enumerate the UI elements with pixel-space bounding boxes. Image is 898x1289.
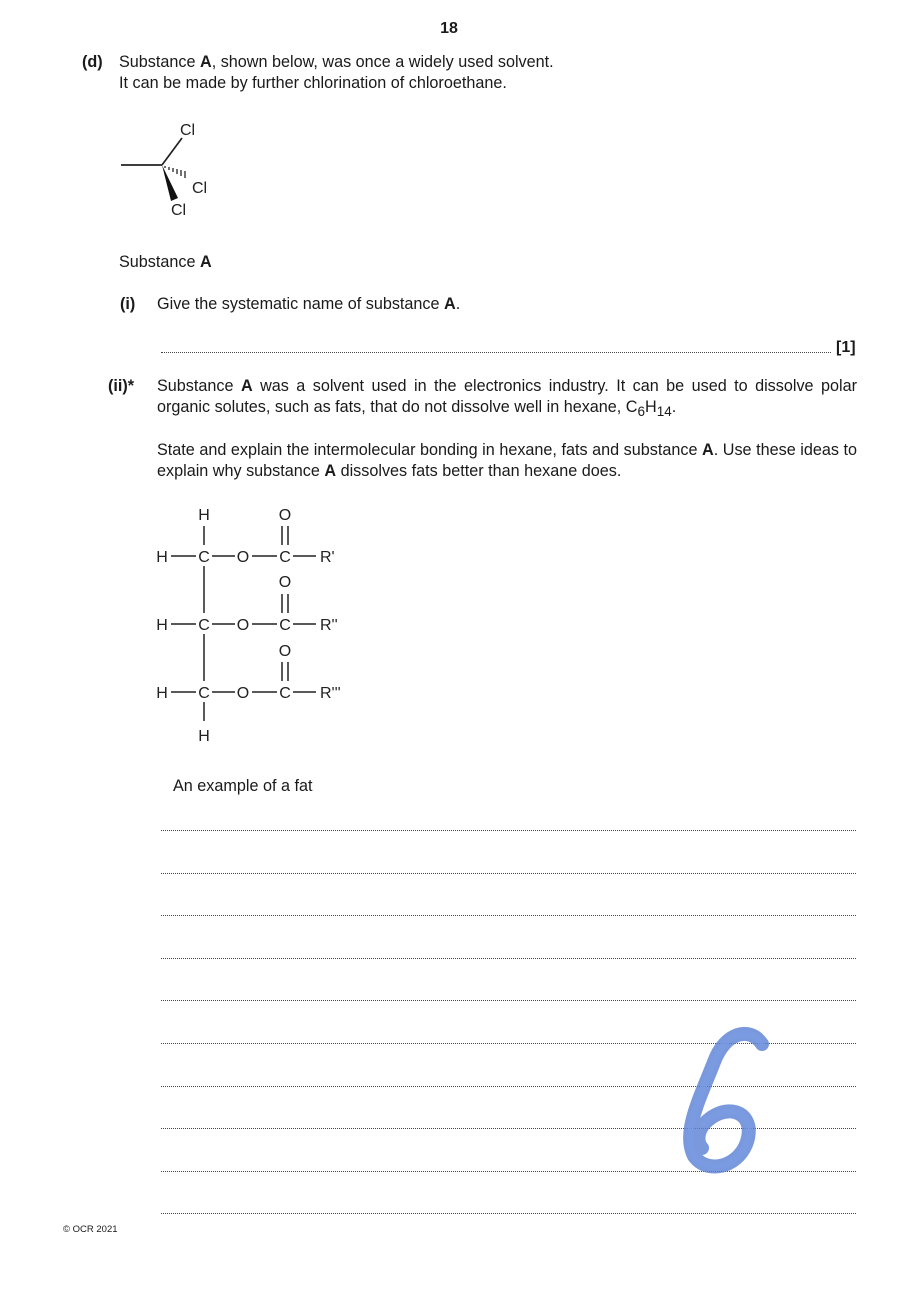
part-ii-para1: Substance A was a solvent used in the electronics industry. It can be used to dissolve polar organic solutes, such as fats, that do not dissolve well in hexane, $C_6H_{14}$.: [157, 377, 857, 420]
handwritten-mark: [670, 1020, 780, 1180]
part-ii-para2: State and explain the intermolecular bonding in hexane, fats and substance A. Use these ideas to explain why substance A dissolves fats better than hexane does.: [157, 441, 857, 480]
atom-h-row2: H: [156, 617, 168, 634]
atom-c-carbonyl-row3: C: [279, 685, 291, 702]
part-d-label: (d): [82, 53, 103, 71]
atom-c-row2: C: [198, 617, 210, 634]
part-d-line1: Substance A, shown below, was once a widely used solvent.: [119, 53, 554, 71]
answer-line-i[interactable]: [161, 352, 831, 353]
atom-cl-right: Cl: [192, 180, 208, 197]
answer-line-ii-2[interactable]: [161, 873, 856, 874]
atom-r1: R': [320, 549, 335, 566]
wedge-bond: [162, 165, 178, 201]
atom-o-row1: O: [236, 549, 250, 566]
answer-line-ii-10[interactable]: [161, 1213, 856, 1214]
atom-c-carbonyl-row2: C: [279, 617, 291, 634]
fat-structure: [150, 500, 370, 750]
substance-a-caption: Substance A: [119, 253, 212, 271]
part-ii-label: (ii)*: [108, 377, 135, 395]
marks-i: [1]: [836, 339, 856, 356]
part-d-intro: [119, 52, 859, 94]
fat-caption: An example of a fat: [173, 777, 313, 795]
atom-h-bottom: H: [198, 728, 210, 745]
answer-line-ii-4[interactable]: [161, 958, 856, 959]
atom-c-row3: C: [198, 685, 210, 702]
part-i-label: (i): [120, 295, 136, 313]
hashed-bond: [165, 166, 185, 178]
atom-h-row3: H: [156, 685, 168, 702]
part-d-line2: It can be made by further chlorination of chloroethane.: [119, 74, 507, 92]
answer-line-ii-5[interactable]: [161, 1000, 856, 1001]
bond-cl-top: [162, 138, 182, 165]
answer-line-ii-1[interactable]: [161, 830, 856, 831]
atom-o-row2: O: [236, 617, 250, 634]
atom-o-carbonyl-row2: O: [278, 574, 292, 591]
atom-o-row3: O: [236, 685, 250, 702]
part-i-question: Give the systematic name of substance A.: [157, 295, 461, 313]
atom-r3: R''': [320, 685, 341, 702]
atom-cl-top: Cl: [180, 122, 196, 139]
substance-a-structure: [110, 112, 240, 224]
atom-c-carbonyl-row1: C: [279, 549, 291, 566]
atom-h-row1: H: [156, 549, 168, 566]
atom-o-carbonyl-row1: O: [278, 507, 292, 524]
atom-cl-bottom: Cl: [171, 202, 187, 219]
atom-r2: R'': [320, 617, 338, 634]
footer-copyright: © OCR 2021: [63, 1224, 118, 1235]
page-number: 18: [440, 20, 458, 37]
answer-line-ii-3[interactable]: [161, 915, 856, 916]
atom-c-row1: C: [198, 549, 210, 566]
atom-o-carbonyl-row3: O: [278, 643, 292, 660]
atom-h-top: H: [198, 507, 210, 524]
